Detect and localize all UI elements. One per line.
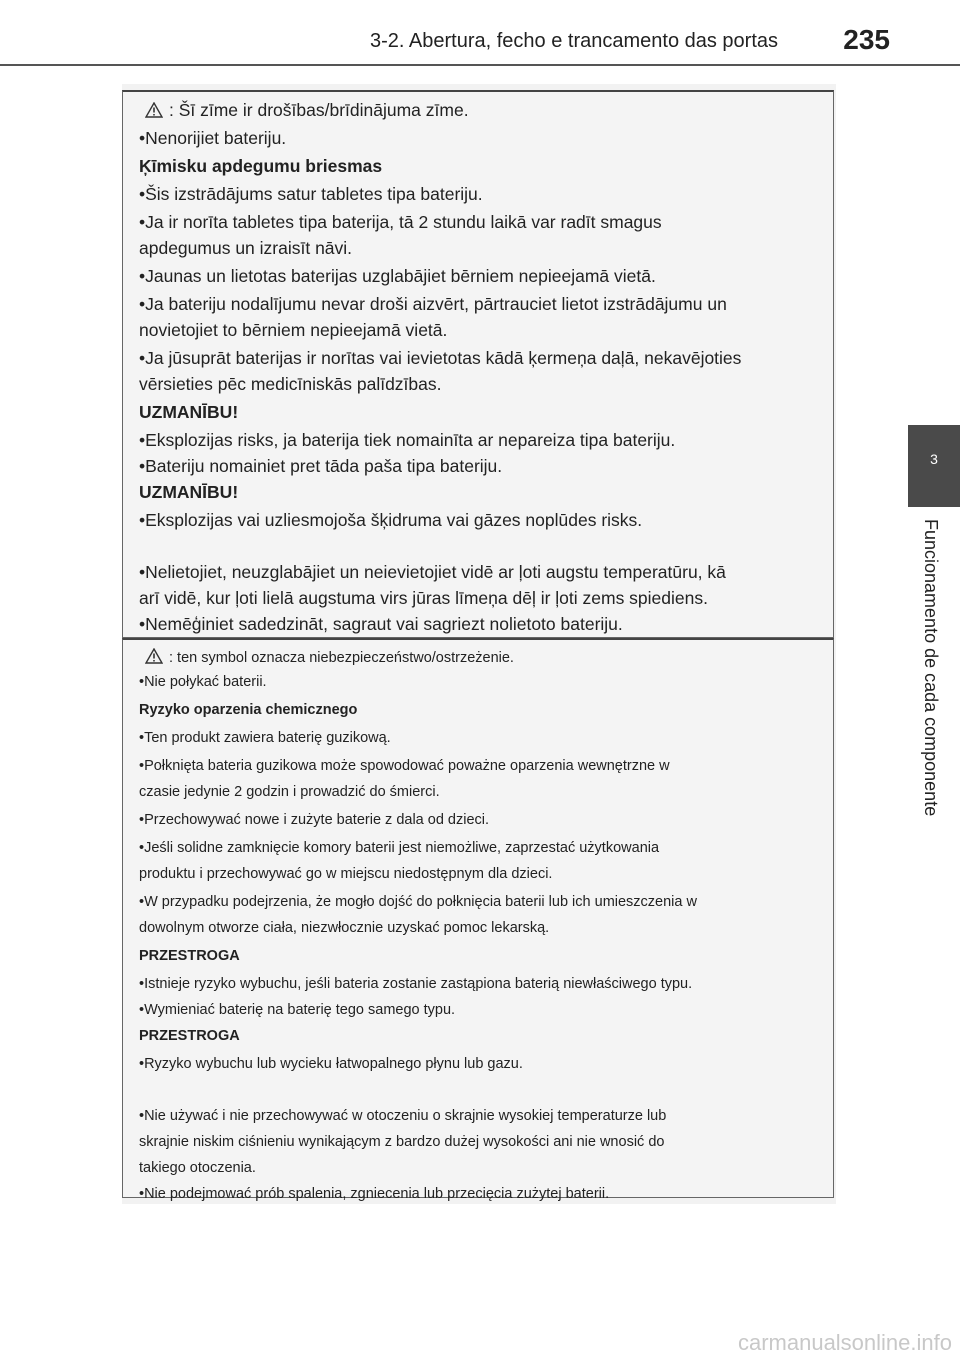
latvian-caution-heading: UZMANĪBU! xyxy=(139,402,239,422)
latvian-line: novietojiet to bērniem nepieejamā vietā. xyxy=(139,320,448,340)
polish-line: •Przechowywać nowe i zużyte baterie z dala od dzieci. xyxy=(139,812,490,828)
latvian-warning-panel xyxy=(122,90,834,638)
latvian-line: •Ja bateriju nodalījumu nevar droši aizvērt, pārtrauciet lietot izstrādājumu un xyxy=(139,294,727,314)
polish-line: •Nie połykać baterii. xyxy=(139,674,267,690)
latvian-line: arī vidē, kur ļoti lielā augstuma virs jūras līmeņa dēļ ir ļoti zems spiediens. xyxy=(139,588,708,608)
latvian-symbol-line xyxy=(145,100,469,121)
latvian-line: •Bateriju nomainiet pret tāda paša tipa bateriju. xyxy=(139,456,503,476)
latvian-line: •Ja jūsuprāt baterijas ir norītas vai ievietotas kādā ķermeņa daļā, nekavējoties xyxy=(139,348,742,368)
polish-line: •Ryzyko wybuchu lub wycieku łatwopalnego płynu lub gazu. xyxy=(139,1056,523,1072)
scanned-warning-label xyxy=(122,84,836,1204)
polish-symbol-line xyxy=(145,648,514,666)
polish-line: •Wymieniać baterię na baterię tego samego typu. xyxy=(139,1002,456,1018)
polish-line: •Ten produkt zawiera baterię guzikową. xyxy=(139,730,391,746)
polish-line: •W przypadku podejrzenia, że mogło dojść do połknięcia baterii lub ich umieszczenia w xyxy=(139,894,697,910)
polish-line: •Jeśli solidne zamknięcie komory baterii jest niemożliwe, zaprzestać użytkowania xyxy=(139,840,660,856)
chapter-label-area xyxy=(908,507,960,867)
polish-line: •Nie podejmować prób spalenia, zgniecenia lub przecięcia zużytej baterii. xyxy=(139,1186,610,1202)
polish-line: •Połknięta bateria guzikowa może spowodować poważne oparzenia wewnętrzne w xyxy=(139,758,670,774)
polish-heading: Ryzyko oparzenia chemicznego xyxy=(139,702,358,718)
polish-symbol-text: : ten symbol oznacza niebezpieczeństwo/ostrzeżenie. xyxy=(169,650,514,666)
page-header xyxy=(0,0,960,66)
latvian-line: •Nelietojiet, neuzglabājiet un neievietojiet vidē ar ļoti augstu temperatūru, kā xyxy=(139,562,726,582)
latvian-line: •Eksplozijas vai uzliesmojoša šķidruma vai gāzes noplūdes risks. xyxy=(139,510,643,530)
polish-line: •Nie używać i nie przechowywać w otoczeniu o skrajnie wysokiej temperaturze lub xyxy=(139,1108,667,1124)
polish-warning-panel xyxy=(122,638,834,1202)
polish-line: czasie jedynie 2 godzin i prowadzić do śmierci. xyxy=(139,784,440,800)
latvian-line: •Eksplozijas risks, ja baterija tiek nomainīta ar nepareiza tipa bateriju. xyxy=(139,430,676,450)
polish-caution-heading: PRZESTROGA xyxy=(139,1028,240,1044)
latvian-heading: Ķīmisku apdegumu briesmas xyxy=(139,156,383,176)
latvian-line: •Nemēģiniet sadedzināt, sagraut vai sagriezt nolietoto bateriju. xyxy=(139,614,623,634)
watermark-brand: carmanualsonline.info xyxy=(737,1330,952,1355)
latvian-line: •Jaunas un lietotas baterijas uzglabājiet bērniem nepieejamā vietā. xyxy=(139,266,656,286)
polish-line: •Istnieje ryzyko wybuchu, jeśli bateria zostanie zastąpiona baterią niewłaściwego typu. xyxy=(139,976,693,992)
latvian-symbol-text: : Šī zīme ir drošības/brīdinājuma zīme. xyxy=(169,100,469,120)
polish-line: takiego otoczenia. xyxy=(139,1160,256,1176)
latvian-line: •Šis izstrādājums satur tabletes tipa bateriju. xyxy=(139,184,483,204)
latvian-line: •Nenorijiet bateriju. xyxy=(139,128,287,148)
warning-triangle-icon xyxy=(145,648,163,664)
warning-triangle-icon xyxy=(145,102,163,118)
chapter-number: 3 xyxy=(930,451,938,467)
latvian-line: vērsieties pēc medicīniskās palīdzības. xyxy=(139,374,442,394)
page-number: 235 xyxy=(843,24,890,55)
section-title: 3-2. Abertura, fecho e trancamento das portas xyxy=(370,30,779,52)
latvian-caution-heading: UZMANĪBU! xyxy=(139,482,239,502)
chapter-tab xyxy=(908,425,960,507)
chapter-label: Funcionamento de cada componente xyxy=(921,519,941,817)
polish-line: dowolnym otworze ciała, niezwłocznie uzyskać pomoc lekarską. xyxy=(139,920,550,936)
latvian-line: apdegumus un izraisīt nāvi. xyxy=(139,238,353,258)
polish-line: produktu i przechowywać go w miejscu niedostępnym dla dzieci. xyxy=(139,866,553,882)
latvian-line: •Ja ir norīta tabletes tipa baterija, tā 2 stundu laikā var radīt smagus xyxy=(139,212,662,232)
polish-caution-heading: PRZESTROGA xyxy=(139,948,240,964)
polish-line: skrajnie niskim ciśnieniu wynikającym z bardzo dużej wysokości ani nie wnosić do xyxy=(139,1134,665,1150)
